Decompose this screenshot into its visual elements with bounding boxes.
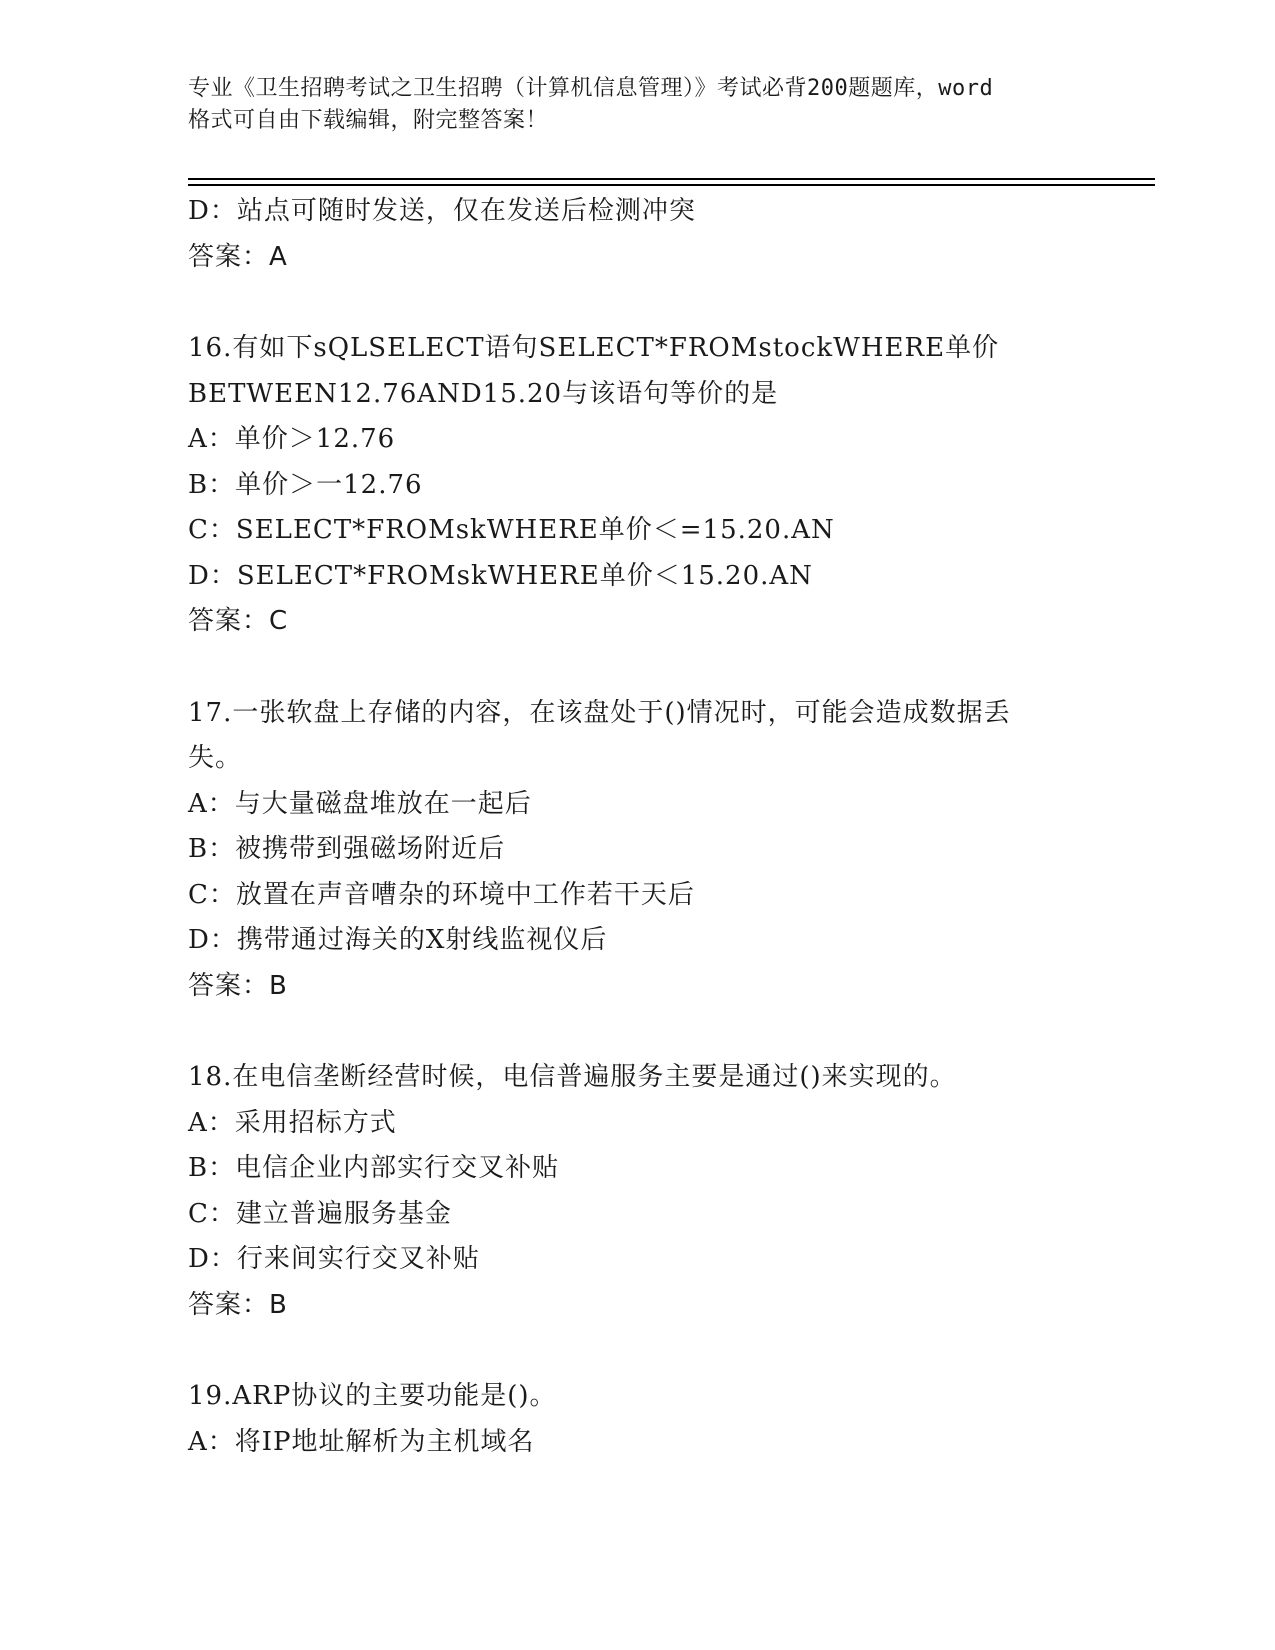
option-b: B：单价＞一12.76 [188,469,423,500]
document-header [188,73,1088,137]
header-divider-top [188,178,1155,180]
question-15 [188,189,1148,280]
option-a: A：与大量磁盘堆放在一起后 [188,788,532,819]
header-divider-bottom [188,184,1155,186]
spacer [188,1009,1148,1055]
option-a: A：将IP地址解析为主机域名 [188,1426,535,1457]
question-16 [188,326,1148,645]
option-c: C：SELECT*FROMskWHERE单价＜=15.20.AN [188,515,835,545]
question-text-line-1: 18.在电信垄断经营时候，电信普遍服务主要是通过()来实现的。 [188,1062,957,1092]
answer-label: 答案：A [188,241,288,272]
answer-label: 答案：B [188,1289,288,1320]
question-list [188,189,1148,1465]
question-text-line-2: 失。 [188,743,243,773]
header-title-line-1: 专业《卫生招聘考试之卫生招聘（计算机信息管理）》考试必背200题题库，word [188,76,994,101]
option-a: A：采用招标方式 [188,1107,397,1138]
option-c: C：建立普遍服务基金 [188,1198,452,1229]
question-text-line-1: 17.一张软盘上存储的内容，在该盘处于()情况时，可能会造成数据丢 [188,697,1011,728]
option-d: D：站点可随时发送，仅在发送后检测冲突 [188,196,696,226]
option-d: D：行来间实行交叉补贴 [188,1244,480,1274]
question-text-line-1: 16.有如下sQLSELECT语句SELECT*FROMstockWHERE单价 [188,333,1000,363]
option-b: B：电信企业内部实行交叉补贴 [188,1153,560,1183]
option-c: C：放置在声音嘈杂的环境中工作若干天后 [188,879,695,910]
question-text-line-1: 19.ARP协议的主要功能是()。 [188,1381,557,1411]
question-19 [188,1374,1148,1465]
question-text-line-2: BETWEEN12.76AND15.20与该语句等价的是 [188,378,779,409]
option-a: A：单价＞12.76 [188,424,396,454]
option-b: B：被携带到强磁场附近后 [188,834,506,864]
header-title-line-2: 格式可自由下载编辑，附完整答案！ [188,108,549,133]
spacer [188,280,1148,326]
spacer [188,645,1148,691]
spacer [188,1328,1148,1374]
answer-label: 答案：C [188,606,289,636]
option-d: D：携带通过海关的X射线监视仪后 [188,925,608,955]
question-17 [188,691,1148,1010]
answer-label: 答案：B [188,970,288,1001]
question-18 [188,1055,1148,1328]
option-d: D：SELECT*FROMskWHERE单价＜15.20.AN [188,560,813,591]
